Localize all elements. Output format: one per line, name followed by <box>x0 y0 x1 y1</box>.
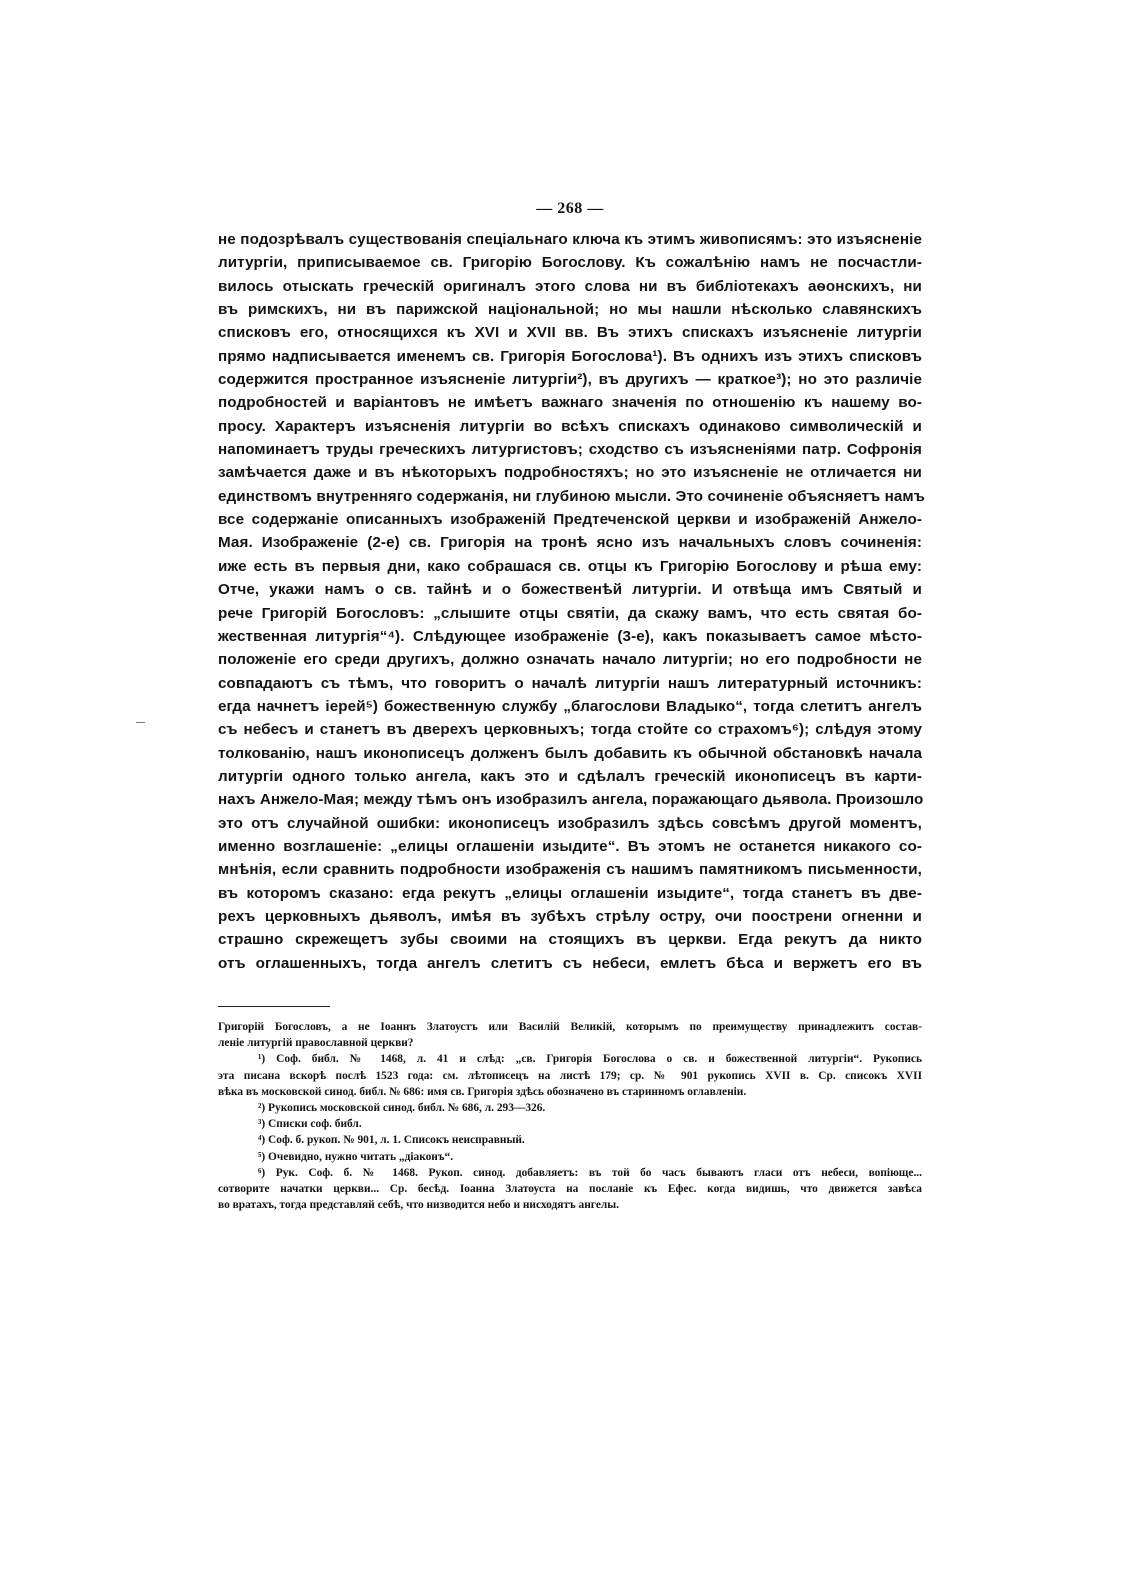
text-line: толкованію, нашъ иконописецъ долженъ былъ добавить къ обычной обстановкѣ начала <box>218 744 922 762</box>
text-line: Мая. Изображеніе (2-е) св. Григорія на тронѣ ясно изъ начальныхъ словъ сочиненія: <box>218 534 922 552</box>
footnote-2: ²) Рукопись московской синод. библ. № 686, л. 293—326. <box>258 1101 546 1114</box>
text-line: въ которомъ сказано: егда рекутъ „елицы оглашеніи изыдите“, тогда станетъ въ две- <box>218 884 922 902</box>
footnote-5: ⁵) Очевидно, нужно читать „діаконъ“. <box>258 1150 454 1163</box>
page-number: — 268 — <box>536 200 604 217</box>
footnotes-block <box>218 1019 922 1213</box>
footnote-separator <box>218 1006 330 1007</box>
main-text-block <box>218 228 925 975</box>
footnote-6: ⁶) Рук. Соф. б. № 1468. Рукоп. синод. добавляетъ: въ той бо часъ бываютъ гласи отъ небеси, вопіюще... <box>258 1166 922 1179</box>
text-line: иже есть въ первыя дни, како собрашася св. отцы къ Григорію Богослову и рѣша ему: <box>218 557 922 575</box>
text-line: совпадаютъ съ тѣмъ, что говоритъ о началѣ литургіи нашъ литературный источникъ: <box>218 674 922 692</box>
text-line: все содержаніе описанныхъ изображеній Предтеченской церкви и изображеній Анжело- <box>218 511 922 529</box>
text-line: Отче, укажи намъ о св. тайнѣ и о божественѣй литургіи. И отвѣща имъ Святый и <box>218 581 922 599</box>
text-line: просу. Характеръ изъясненія литургіи во всѣхъ спискахъ одинаково символическій и <box>218 417 922 435</box>
margin-mark <box>136 722 145 723</box>
text-line: рехъ церковныхъ дьяволъ, имѣя въ зубѣхъ стрѣлу остру, очи поострени огненни и <box>218 907 922 925</box>
footnote-3: ³) Списки соф. библ. <box>258 1118 362 1131</box>
text-line: отъ оглашенныхъ, тогда ангелъ слетитъ съ небеси, емлетъ бѣса и вержетъ его въ <box>218 954 922 972</box>
text-line: вилось отыскать греческій оригиналъ этого слова ни въ библіотекахъ аѳонскихъ, ни <box>218 277 922 295</box>
text-line: именно возглашеніе: „елицы оглашеніи изыдите“. Въ этомъ не останется никакого со- <box>218 837 922 855</box>
text-line: литургіи, приписываемое св. Григорію Богослову. Къ сожалѣнію намъ не посчастли- <box>218 254 922 272</box>
text-line: положеніе его среди другихъ, должно означать начало литургіи; но его подробности не <box>218 651 922 669</box>
text-line: содержится пространное изъясненіе литургіи²), въ другихъ — краткое³); но это различіе <box>218 371 922 389</box>
text-line: мнѣнія, если сравнить подробности изображенія съ нашимъ памятникомъ письменности, <box>218 861 922 879</box>
text-line: прямо надписывается именемъ св. Григорія Богослова¹). Въ однихъ изъ этихъ списковъ <box>218 347 922 365</box>
text-line: рече Григорій Богословъ: „слышите отцы святіи, да скажу вамъ, что есть святая бо- <box>218 604 922 622</box>
text-line: подробностей и варіантовъ не имѣетъ важнаго значенія по отношенію къ нашему во- <box>218 394 922 412</box>
footnote-4: ⁴) Соф. б. рукоп. № 901, л. 1. Списокъ неисправный. <box>258 1134 525 1147</box>
text-line: единствомъ внутренняго содержанія, ни глубиною мысли. Это сочиненіе объясняетъ намъ <box>218 487 925 505</box>
text-line: литургіи одного только ангела, какъ это и сдѣлалъ греческій иконописецъ въ карти- <box>218 767 922 785</box>
footnote-line: Григорій Богословъ, а не Іоаннъ Златоустъ или Василій Великій, которымъ по преимуществу принадлежитъ состав- <box>218 1021 922 1033</box>
text-line: въ римскихъ, ни въ парижской національной; но мы нашли нѣсколько славянскихъ <box>218 301 922 319</box>
text-line: страшно скрежещетъ зубы своими на стоящихъ въ церкви. Егда рекутъ да никто <box>218 931 922 949</box>
text-line: списковъ его, относящихся къ XVI и XVII вв. Въ этихъ спискахъ изъясненіе литургіи <box>218 324 922 342</box>
footnote-line: вѣка въ московской синод. библ. № 686: имя св. Григорія здѣсь обозначено въ старинномъ оглавленіи. <box>218 1085 747 1098</box>
text-line: не подозрѣвалъ существованія спеціальнаго ключа къ этимъ живописямъ: это изъясненіе <box>218 231 922 248</box>
text-line: замѣчается даже и въ нѣкоторыхъ подробностяхъ; но это изъясненіе не отличается ни <box>218 464 922 482</box>
text-line: нахъ Анжело-Мая; между тѣмъ онъ изобразилъ ангела, поражающаго дьявола. Произошло <box>218 791 924 809</box>
footnote-1: ¹) Соф. библ. № 1468, л. 41 и слѣд: „св. Григорія Богослова о св. и божественной литургіи“. Рукопись <box>258 1053 922 1066</box>
footnote-line: во вратахъ, тогда представляй себѣ, что низводится небо и нисходятъ ангелы. <box>218 1199 620 1212</box>
footnote-line: сотворите начатки церкви... Ср. бесѣд. Іоанна Златоуста на посланіе къ Ефес. когда видишь, что движется завѣса <box>218 1182 922 1195</box>
footnote-line: леніе литургій православной церкви? <box>218 1037 414 1050</box>
footnote-line: эта писана вскорѣ послѣ 1523 года: см. лѣтописецъ на листѣ 179; ср. № 901 рукопись XVII в. Ср. списокъ XVII <box>218 1069 922 1082</box>
text-line: это отъ случайной ошибки: иконописецъ изобразилъ здѣсь совсѣмъ другой моментъ, <box>218 814 922 832</box>
text-line: жественная литургія“⁴). Слѣдующее изображеніе (3-е), какъ показываетъ самое мѣсто- <box>218 627 922 645</box>
text-line: напоминаетъ труды греческихъ литургистовъ; сходство съ изъясненіями патр. Софронія <box>218 441 922 459</box>
text-line: егда начнетъ іерей⁵) божественную службу „благослови Владыко“, тогда слетитъ ангелъ <box>218 697 922 715</box>
text-line: съ небесъ и станетъ въ дверехъ церковныхъ; тогда стойте со страхомъ⁶); слѣдуя этому <box>218 721 922 739</box>
